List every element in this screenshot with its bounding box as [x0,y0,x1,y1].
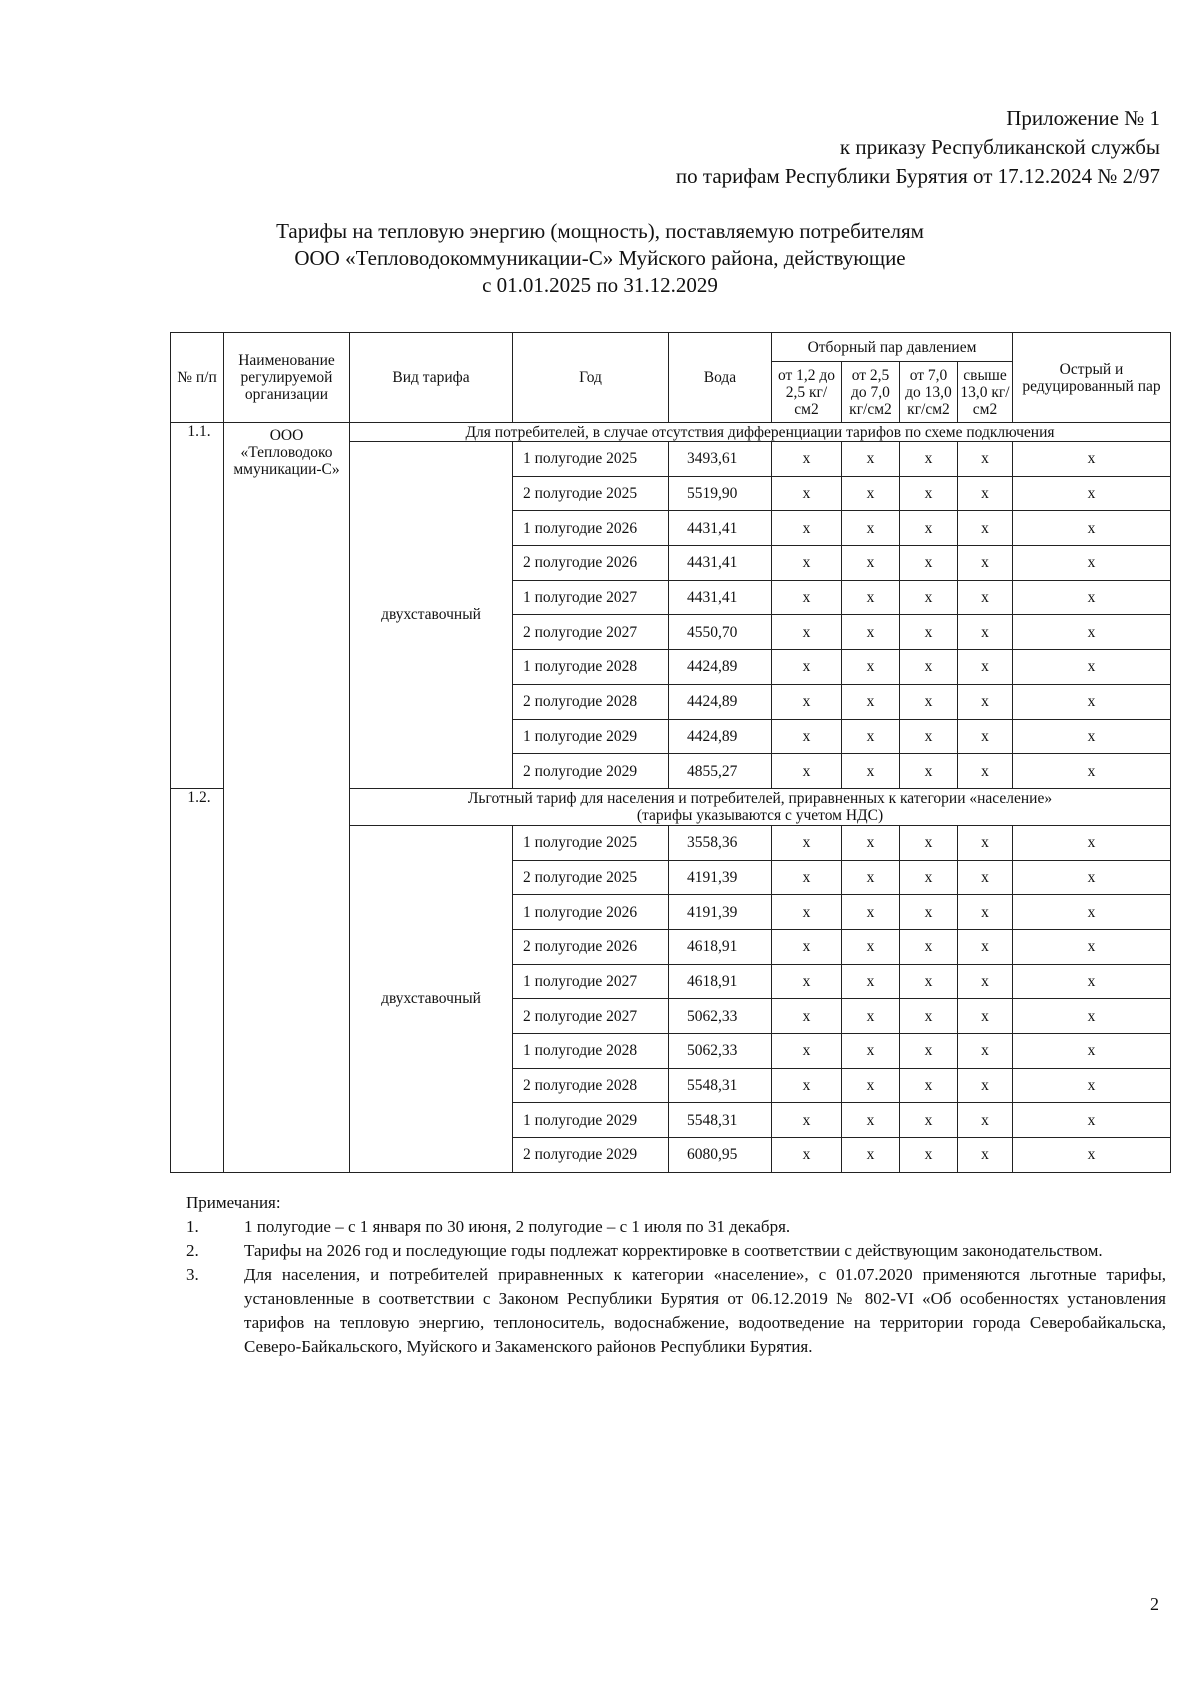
header-steam-1: от 1,2 до 2,5 кг/см2 [772,362,842,423]
steam-cell: x [842,825,900,860]
steam-cell: x [842,964,900,999]
note-number: 1. [186,1217,199,1236]
sharp-steam-cell: x [1013,964,1171,999]
steam-cell: x [958,719,1013,754]
tariff-type-cell: двухставочный [350,442,513,789]
steam-cell: x [900,719,958,754]
water-cell: 4431,41 [669,546,772,581]
water-cell: 4424,89 [669,719,772,754]
note-number: 2. [186,1241,199,1260]
org-cell [224,423,350,1173]
sharp-steam-cell: x [1013,546,1171,581]
water-cell: 4191,39 [669,895,772,930]
tariff-table [170,332,1171,1173]
steam-cell: x [900,825,958,860]
appendix-header [460,104,1160,191]
steam-cell: x [958,895,1013,930]
steam-cell: x [900,1138,958,1173]
steam-cell: x [900,442,958,477]
steam-cell: x [958,825,1013,860]
header-sharp-steam: Острый и редуцированный пар [1013,333,1171,423]
steam-cell: x [772,615,842,650]
table-body [171,423,1171,1173]
steam-cell: x [958,1034,1013,1069]
steam-cell: x [958,546,1013,581]
steam-cell: x [772,719,842,754]
steam-cell: x [842,650,900,685]
year-cell: 2 полугодие 2027 [513,999,669,1034]
steam-cell: x [958,860,1013,895]
appendix-line-2: к приказу Республиканской службы [839,135,1160,159]
steam-cell: x [772,929,842,964]
sharp-steam-cell: x [1013,1103,1171,1138]
note-text: Тарифы на 2026 год и последующие годы подлежат корректировке в соответствии с действующим законодательством. [244,1241,1103,1260]
steam-cell: x [842,476,900,511]
steam-cell: x [842,999,900,1034]
sharp-steam-cell: x [1013,511,1171,546]
water-cell: 4618,91 [669,964,772,999]
sharp-steam-cell: x [1013,1138,1171,1173]
note-number: 3. [186,1265,199,1284]
steam-cell: x [900,684,958,719]
water-cell: 6080,95 [669,1138,772,1173]
steam-cell: x [958,1138,1013,1173]
steam-cell: x [842,1068,900,1103]
year-cell: 2 полугодие 2029 [513,1138,669,1173]
water-cell: 4550,70 [669,615,772,650]
sharp-steam-cell: x [1013,895,1171,930]
year-cell: 1 полугодие 2029 [513,719,669,754]
steam-cell: x [958,1068,1013,1103]
section-subtitle: (тарифы указываются с учетом НДС) [636,806,884,824]
sharp-steam-cell: x [1013,860,1171,895]
header-steam-2: от 2,5 до 7,0 кг/см2 [842,362,900,423]
sharp-steam-cell: x [1013,999,1171,1034]
sharp-steam-cell: x [1013,929,1171,964]
steam-cell: x [842,895,900,930]
steam-cell: x [772,546,842,581]
note-text: Для населения, и потребителей приравненных к категории «население», с 01.07.2020 применяются льготные тарифы, установленные в соответствии с Законом Республики Бурятия от 06.12.2019 № 802-VI «Об особенностях установления тарифов на тепловую энергию, теплоноситель, водоснабжение, водоотведение на территории города Северобайкальска, Северо-Байкальского, Муйского и Закаменского районов Республики Бурятия. [244,1265,1166,1356]
title-line-3: с 01.01.2025 по 31.12.2029 [482,273,718,297]
steam-cell: x [958,754,1013,789]
water-cell: 5062,33 [669,999,772,1034]
sharp-steam-cell: x [1013,650,1171,685]
steam-cell: x [958,999,1013,1034]
year-cell: 2 полугодие 2025 [513,476,669,511]
steam-cell: x [842,684,900,719]
sharp-steam-cell: x [1013,754,1171,789]
steam-cell: x [958,476,1013,511]
steam-cell: x [772,999,842,1034]
section-number: 1.2. [171,788,224,1172]
steam-cell: x [842,754,900,789]
note-item [186,1239,1166,1263]
steam-cell: x [842,580,900,615]
water-cell: 5548,31 [669,1068,772,1103]
steam-cell: x [958,511,1013,546]
year-cell: 2 полугодие 2026 [513,546,669,581]
document-title [0,218,1200,299]
header-steam-group: Отборный пар давлением [772,333,1013,362]
section-title-cell [350,788,1171,825]
header-steam-3: от 7,0 до 13,0 кг/см2 [900,362,958,423]
water-cell: 4855,27 [669,754,772,789]
section-title: Льготный тариф для населения и потребителей, приравненных к категории «население» [467,789,1053,807]
steam-cell: x [900,964,958,999]
year-cell: 2 полугодие 2028 [513,684,669,719]
note-text: 1 полугодие – с 1 января по 30 июня, 2 полугодие – с 1 июля по 31 декабря. [244,1217,791,1236]
notes-heading: Примечания: [186,1193,281,1212]
steam-cell: x [772,1138,842,1173]
steam-cell: x [842,1138,900,1173]
year-cell: 2 полугодие 2026 [513,929,669,964]
steam-cell: x [772,580,842,615]
steam-cell: x [900,580,958,615]
year-cell: 1 полугодие 2026 [513,511,669,546]
sharp-steam-cell: x [1013,476,1171,511]
header-tariff-type: Вид тарифа [350,333,513,423]
water-cell: 4618,91 [669,929,772,964]
tariff-type-cell: двухставочный [350,825,513,1172]
notes [186,1191,1166,1359]
water-cell: 4431,41 [669,580,772,615]
sharp-steam-cell: x [1013,825,1171,860]
water-cell: 3558,36 [669,825,772,860]
steam-cell: x [842,929,900,964]
year-cell: 2 полугодие 2028 [513,1068,669,1103]
year-cell: 1 полугодие 2025 [513,442,669,477]
steam-cell: x [958,964,1013,999]
steam-cell: x [772,895,842,930]
steam-cell: x [772,442,842,477]
water-cell: 4424,89 [669,650,772,685]
water-cell: 5062,33 [669,1034,772,1069]
section-title: Для потребителей, в случае отсутствия дифференциации тарифов по схеме подключения [465,423,1055,441]
year-cell: 1 полугодие 2029 [513,1103,669,1138]
section-row [171,423,1171,442]
steam-cell: x [772,650,842,685]
year-cell: 1 полугодие 2027 [513,580,669,615]
header-steam-4: свыше 13,0 кг/см2 [958,362,1013,423]
steam-cell: x [900,615,958,650]
steam-cell: x [900,895,958,930]
sharp-steam-cell: x [1013,719,1171,754]
sharp-steam-cell: x [1013,684,1171,719]
note-item [186,1215,1166,1239]
year-cell: 1 полугодие 2025 [513,825,669,860]
steam-cell: x [772,860,842,895]
year-cell: 2 полугодие 2029 [513,754,669,789]
header-num: № п/п [171,333,224,423]
sharp-steam-cell: x [1013,580,1171,615]
steam-cell: x [900,1103,958,1138]
header-year: Год [513,333,669,423]
steam-cell: x [958,580,1013,615]
water-cell: 4431,41 [669,511,772,546]
header-org: Наименование регулируемой организации [224,333,350,423]
year-cell: 2 полугодие 2027 [513,615,669,650]
steam-cell: x [900,546,958,581]
year-cell: 1 полугодие 2026 [513,895,669,930]
water-cell: 5548,31 [669,1103,772,1138]
year-cell: 1 полугодие 2027 [513,964,669,999]
title-line-1: Тарифы на тепловую энергию (мощность), поставляемую потребителям [276,219,924,243]
steam-cell: x [958,615,1013,650]
steam-cell: x [900,476,958,511]
steam-cell: x [842,1034,900,1069]
sharp-steam-cell: x [1013,1034,1171,1069]
steam-cell: x [842,546,900,581]
steam-cell: x [772,511,842,546]
steam-cell: x [772,684,842,719]
note-item [186,1263,1166,1359]
water-cell: 4424,89 [669,684,772,719]
steam-cell: x [900,1034,958,1069]
steam-cell: x [772,1034,842,1069]
steam-cell: x [842,860,900,895]
steam-cell: x [958,442,1013,477]
year-cell: 1 полугодие 2028 [513,650,669,685]
steam-cell: x [772,825,842,860]
sharp-steam-cell: x [1013,442,1171,477]
sharp-steam-cell: x [1013,615,1171,650]
steam-cell: x [900,999,958,1034]
steam-cell: x [958,1103,1013,1138]
header-water: Вода [669,333,772,423]
water-cell: 4191,39 [669,860,772,895]
page-number: 2 [1150,1594,1159,1614]
steam-cell: x [900,511,958,546]
steam-cell: x [772,1068,842,1103]
steam-cell: x [958,929,1013,964]
sharp-steam-cell: x [1013,1068,1171,1103]
appendix-line-3: по тарифам Республики Бурятия от 17.12.2024 № 2/97 [675,164,1160,188]
section-number: 1.1. [171,423,224,789]
steam-cell: x [842,511,900,546]
year-cell: 2 полугодие 2025 [513,860,669,895]
steam-cell: x [842,615,900,650]
steam-cell: x [842,719,900,754]
water-cell: 3493,61 [669,442,772,477]
title-line-2: ООО «Тепловодокоммуникации-С» Муйского района, действующие [294,246,906,270]
steam-cell: x [900,929,958,964]
water-cell: 5519,90 [669,476,772,511]
steam-cell: x [958,684,1013,719]
appendix-line-1: Приложение № 1 [1006,106,1160,130]
steam-cell: x [900,1068,958,1103]
steam-cell: x [900,650,958,685]
steam-cell: x [772,476,842,511]
steam-cell: x [900,754,958,789]
steam-cell: x [772,1103,842,1138]
steam-cell: x [842,442,900,477]
org-name: ООО «Тепловодоко ммуникации-С» [233,427,340,478]
steam-cell: x [958,650,1013,685]
year-cell: 1 полугодие 2028 [513,1034,669,1069]
steam-cell: x [842,1103,900,1138]
steam-cell: x [772,754,842,789]
steam-cell: x [900,860,958,895]
section-title-cell [350,423,1171,442]
steam-cell: x [772,964,842,999]
